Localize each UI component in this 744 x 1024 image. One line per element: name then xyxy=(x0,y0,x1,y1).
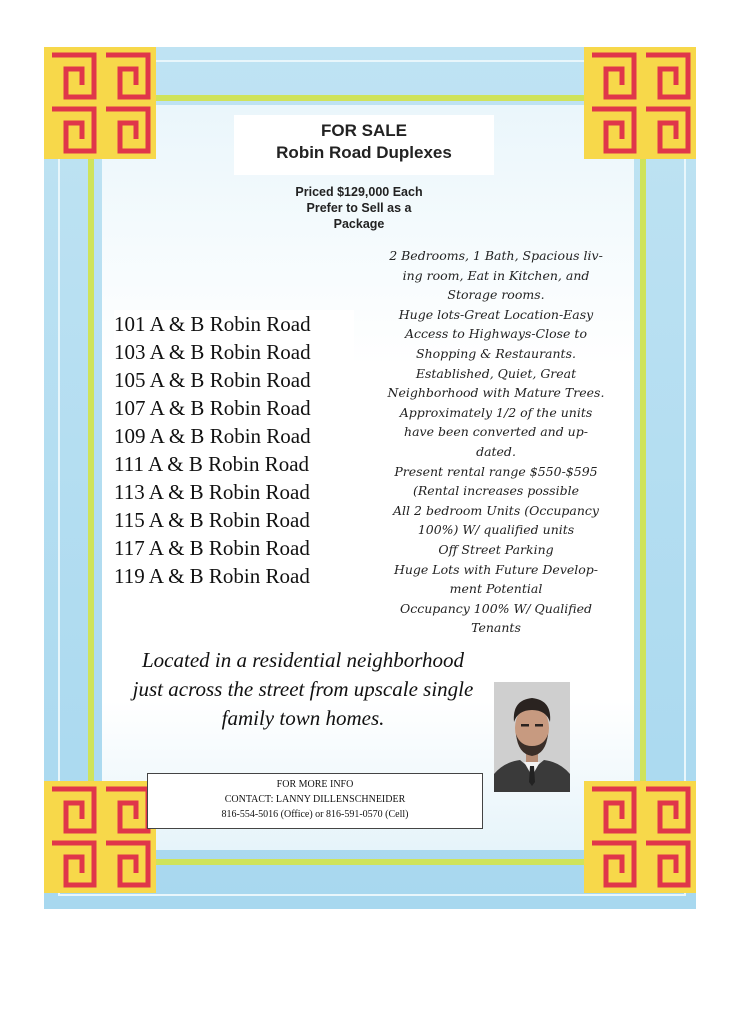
address-item: 101 A & B Robin Road xyxy=(114,312,311,336)
address-item: 109 A & B Robin Road xyxy=(114,424,311,448)
portrait-icon xyxy=(494,682,570,792)
corner-ornament-bottom-left xyxy=(44,781,156,893)
contact-phones: 816-554-5016 (Office) or 816-591-0570 (Cell) xyxy=(221,809,409,820)
feature-item: Approximately 1/2 of the units have been converted and up- dated. xyxy=(399,404,593,459)
feature-item: All 2 bedroom Units (Occupancy 100%) W/ qualified units xyxy=(393,502,599,538)
corner-ornament-top-right xyxy=(584,47,696,159)
agent-photo xyxy=(494,682,570,792)
contact-heading: FOR MORE INFO xyxy=(276,779,354,790)
address-item: 103 A & B Robin Road xyxy=(114,340,311,364)
address-item: 107 A & B Robin Road xyxy=(114,396,311,420)
address-item: 115 A & B Robin Road xyxy=(114,508,310,532)
contact-box xyxy=(147,773,483,829)
address-item: 117 A & B Robin Road xyxy=(114,536,310,560)
address-item: 111 A & B Robin Road xyxy=(114,452,310,476)
price-block xyxy=(264,184,454,232)
price-line: Package xyxy=(333,217,385,231)
feature-item: Huge Lots with Future Develop- ment Potential xyxy=(393,561,599,597)
meander-icon xyxy=(584,781,696,893)
feature-item: Established, Quiet, Great Neighborhood with Mature Trees. xyxy=(387,365,605,401)
corner-ornament-top-left xyxy=(44,47,156,159)
feature-list xyxy=(372,246,620,638)
address-list xyxy=(114,310,354,590)
meander-icon xyxy=(584,47,696,159)
price-line: Priced $129,000 Each xyxy=(295,185,423,199)
title-box xyxy=(234,115,494,175)
title-property-name: Robin Road Duplexes xyxy=(276,143,452,162)
location-description: Located in a residential neighborhood just across the street from upscale single family town homes. xyxy=(132,648,474,730)
feature-item: Present rental range $550-$595 (Rental increases possible xyxy=(394,463,598,499)
title-for-sale: FOR SALE xyxy=(321,121,407,140)
corner-ornament-bottom-right xyxy=(584,781,696,893)
address-item: 105 A & B Robin Road xyxy=(114,368,311,392)
address-item: 113 A & B Robin Road xyxy=(114,480,310,504)
feature-item: Off Street Parking xyxy=(438,541,554,557)
feature-item: 2 Bedrooms, 1 Bath, Spacious liv- ing room, Eat in Kitchen, and Storage rooms. xyxy=(389,248,603,303)
price-line: Prefer to Sell as a xyxy=(306,201,412,215)
address-item: 119 A & B Robin Road xyxy=(114,564,310,588)
meander-icon xyxy=(44,781,156,893)
feature-item: Occupancy 100% W/ Qualified Tenants xyxy=(399,600,593,636)
feature-item: Huge lots-Great Location-Easy Access to Highways-Close to Shopping & Restaurants. xyxy=(398,306,594,361)
meander-icon xyxy=(44,47,156,159)
contact-name: CONTACT: LANNY DILLENSCHNEIDER xyxy=(224,794,406,805)
